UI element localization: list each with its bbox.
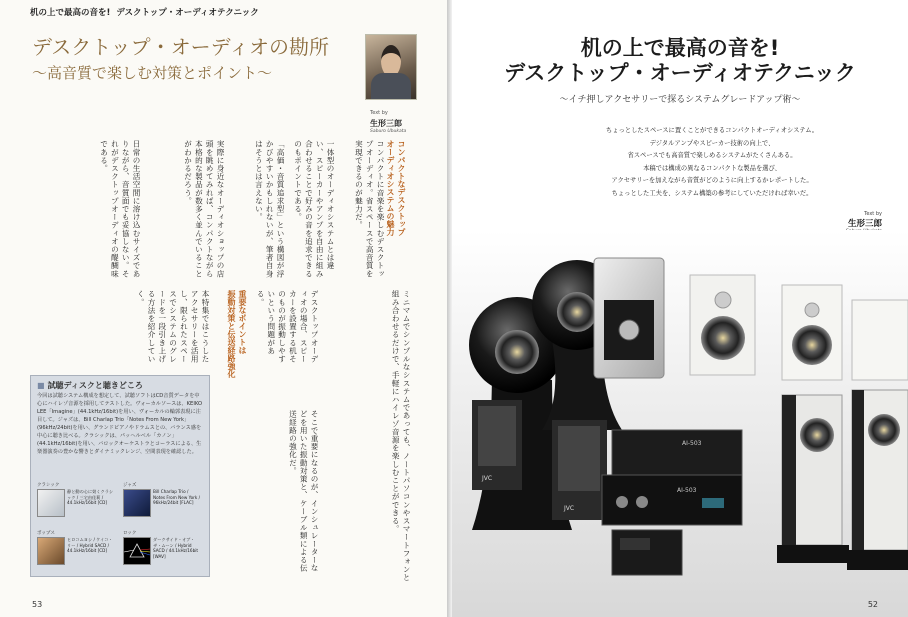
article-subtitle: 〜高音質で楽しむ対策とポイント〜 <box>32 64 273 82</box>
credit-label: Text by <box>864 211 882 217</box>
cd-genre: ポップス <box>37 531 55 536</box>
lead-line: ちょっとしたスペースに置くことができるコンパクトオーディオシステム。 <box>605 127 819 134</box>
running-head-section: 机の上で最高の音を! <box>30 8 111 18</box>
cd-entry <box>123 482 201 520</box>
lead-line: 省スペースでも高音質で楽しめるシステムがたくさんある。 <box>627 152 797 159</box>
tall-speaker-right <box>847 390 908 570</box>
page-number: 52 <box>867 600 878 609</box>
section-heading-1a: コンパクトなデスクトップ <box>397 140 406 236</box>
body-text: そこで重要になるのが、インシュレーターなどを用いた振動対策と、ケーブル類による伝送経路の強化だ。 <box>288 410 319 572</box>
cd-entry <box>37 530 115 568</box>
portable-headphone-amp <box>612 530 682 575</box>
box-text: 今回は試聴システム構成を想定して、試聴ソフトはCD音質データを中心にハイレゾ音源を採用してテストした。ヴォーカルソースは、KEIKO LEE「Imagine」(44.1kHz/16bit)を用い、ヴォーカルの輪郭表現に注目して。ジャズは、Bill Charlap Trio「Notes From New York」(96kHz/24bit)を用い、グランドピアノやドラムスとの、バランス感を中心に聴き比べる。クラシックは、パッヘルベル「カノン」(44.1kHz/16bit)を用い、バロックオーケストラとコーラスによる、生楽器演奏の豊かな響きとダイナミックレンジ、空間表現を確認した。 <box>37 393 203 455</box>
body-text: デスクトップオーディオの場合、スピーカーを設置する机そのものが振動しやすいという問題がある。 <box>256 290 319 363</box>
box-title: ■ 試聴ディスクと聴きどころ <box>37 380 143 391</box>
cd-info: ダークサイド・オブ・ザ・ムーン / Hybrid SACD / 44.1kHz/16bit [WAV] <box>153 537 199 559</box>
body-text: 実際に身近なオーディオショップの店頭を眺めてみれば、コンパクトながら本格的な製品が数多く並んでいることがわかるだろう。 <box>183 140 225 278</box>
device-label: JVC <box>564 505 575 512</box>
right-page <box>452 0 908 617</box>
audio-products-photo <box>452 230 908 617</box>
section-heading-1 <box>385 140 407 260</box>
cd-cover <box>123 489 151 517</box>
lead-text <box>597 125 827 200</box>
author-portrait <box>365 34 417 100</box>
author-name: 生形三郎 <box>847 219 882 229</box>
cd-cover <box>37 537 65 565</box>
credit-label: Text by <box>370 110 388 116</box>
running-head <box>30 6 259 18</box>
running-head-title: デスクトップ・オーディオテクニック <box>116 8 259 18</box>
page-number: 53 <box>32 600 43 609</box>
compact-amplifier <box>594 258 664 378</box>
author-roman: Saburo Ubukata <box>370 129 407 134</box>
body-text: コンパクトに音楽を楽しむデスクトップオーディオ。省スペースで高音質を実現できるのが魅力だ。 <box>354 140 385 278</box>
feature-subtitle: 〜イチ押しアクセサリーで探るシステムグレードアップ術〜 <box>559 95 801 105</box>
cd-info: ヒロコムヨシ / ケイコ・リー / Hybrid SACD / 44.1kHz/16bit [CD] <box>67 537 113 553</box>
section-heading-2 <box>226 290 248 400</box>
body-text: 日常の生活空間に溶け込むサイズでありながら、音質面でも妥協しない。それがデスクトップオーディオの醍醐味である。 <box>99 140 141 278</box>
lead-line: 本稿では構成の異なるコンパクトな製品を選び、 <box>643 164 781 172</box>
white-speaker-left <box>690 275 755 375</box>
author-credit <box>370 110 406 134</box>
left-page <box>0 0 447 617</box>
lead-line: デジタルアンプやスピーカー技術の向上で、 <box>649 139 775 147</box>
section-heading-2a: 重要なポイントは <box>238 290 247 354</box>
jvc-speaker-right <box>552 420 607 520</box>
listening-disc-box <box>30 375 210 577</box>
cd-entry <box>123 530 201 568</box>
prism-icon <box>124 538 150 564</box>
cd-info: 静と動の心に効くクラシック / 三宅由佳莉 / 44.1kHz/16bit [CD] <box>67 489 114 505</box>
tall-speaker-left <box>777 395 849 563</box>
cd-info: Bill Charlap Trio / Notes From New York / 96kHz/24bit [FLAC] <box>153 489 201 505</box>
device-label: AI-503 <box>677 487 697 494</box>
lead-line: ちょっとした工夫を、システム構築の参考にしていただければ幸いだ。 <box>611 189 813 197</box>
feature-title-line2: デスクトップ・オーディオテクニック <box>504 61 856 85</box>
body-text: 「高価・音質追求型」という構図が浮かびやすいかもしれないが、筆者自身はそうとは言えない。 <box>254 140 285 278</box>
body-text: 一体型のオーディオシステムとは違い、スピーカーやアンプを自由に組み合わせることで好みの音を追求できるのもポイントである。 <box>293 140 335 278</box>
white-speaker-right <box>782 285 842 380</box>
section-heading-2b: 振動対策と伝送経路強化 <box>227 290 236 378</box>
cd-entry <box>37 482 115 520</box>
black-dac-stack <box>602 430 742 525</box>
feature-title-line1: 机の上で最高の音を! <box>580 36 780 60</box>
cd-genre: クラシック <box>37 483 60 488</box>
body-text: 本特集ではこうしたアクセサリーを活用し、限られたスペースでシステムのグレードを一段引き上げる方法を紹介していく。 <box>136 290 210 363</box>
author-name: 生形三郎 <box>370 119 402 128</box>
cd-cover <box>37 489 65 517</box>
article-title: デスクトップ・オーディオの勘所 <box>32 35 329 59</box>
cd-cover <box>123 537 151 565</box>
section-heading-1b: オーディオシステムの魅力 <box>386 140 395 236</box>
device-label: AI-503 <box>682 440 702 447</box>
white-speaker-far <box>852 300 908 380</box>
cd-genre: ジャズ <box>123 483 137 488</box>
device-label: JVC <box>482 475 493 482</box>
body-text: ミニマムでシンプルなシステムであっても、ノートパソコンやスマートフォンと組み合わせるだけで、手軽にハイレゾ音源を楽しむことができる。 <box>391 290 411 582</box>
lead-line: アクセサリーを加えながら音質がどのように向上するかレポートした。 <box>611 177 813 184</box>
cd-genre: ロック <box>123 531 137 536</box>
jvc-speaker-left <box>472 400 522 490</box>
